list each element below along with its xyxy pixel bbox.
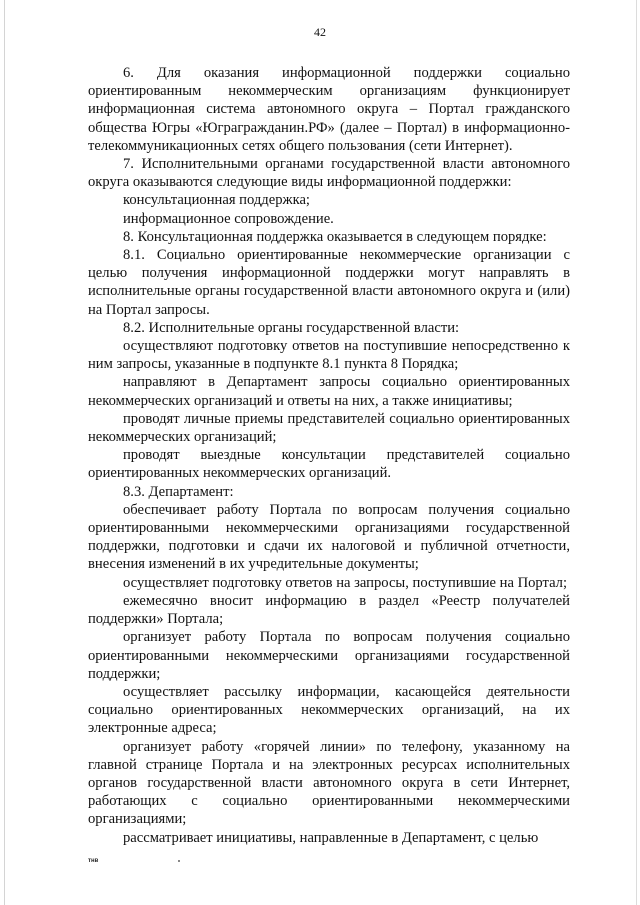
paragraph-7-support-types: 7. Исполнительными органами государственной власти автономного округа оказываются следующие виды информационной поддержки: xyxy=(88,156,570,191)
list-item-portal-operation: обеспечивает работу Портала по вопросам получения социально ориентированными некоммерческими организациями государственной поддержки, подготовки и сдачи их налоговой и публичной отчетности, внесения изменений в их учредительные документы; xyxy=(88,501,570,573)
paragraph-8-2-executive-bodies: 8.2. Исполнительные органы государственной власти: xyxy=(123,319,460,336)
list-item-prepare-answers: осуществляют подготовку ответов на поступившие непосредственно к ним запросы, указанные в подпункте 8.1 пункта 8 Порядка; xyxy=(88,338,570,373)
footer-mark: тнв xyxy=(88,858,99,864)
document-body xyxy=(88,64,570,847)
page-right-edge xyxy=(636,0,637,905)
list-item-mailing: осуществляет рассылку информации, касающейся деятельности социально ориентированных некоммерческих организаций, на их электронные адреса; xyxy=(88,683,570,737)
list-item-personal-receptions: проводят личные приемы представителей социально ориентированных некоммерческих организаций; xyxy=(88,410,570,446)
list-item-consulting: консультационная поддержка; xyxy=(123,192,310,209)
scan-speck xyxy=(178,860,180,862)
list-item-forward-requests: направляют в Департамент запросы социально ориентированных некоммерческих организаций и ответы на них, а также инициативы; xyxy=(88,374,570,409)
page-left-edge xyxy=(4,0,5,905)
paragraph-8-procedure: 8. Консультационная поддержка оказывается в следующем порядке: xyxy=(123,228,547,245)
page-number: 42 xyxy=(314,25,326,39)
list-item-initiatives: рассматривает инициативы, направленные в Департамент, с целью xyxy=(123,829,539,846)
list-item-state-support-work: организует работу Портала по вопросам получения социально ориентированными некоммерческими организациями государственной поддержки; xyxy=(88,629,570,682)
paragraph-8-1-requests: 8.1. Социально ориентированные некоммерческие организации с целью получения информационной поддержки могут направлять в исполнительные органы государственной власти автономного округа и (или) на Портал запросы. xyxy=(88,247,570,318)
list-item-hotline: организует работу «горячей линии» по телефону, указанному на главной странице Портала и на электронных ресурсах исполнительных органов государственной власти автономного округа в сети Интернет, работающих с социально ориентированными некоммерческими организациями; xyxy=(88,738,570,828)
list-item-portal-answers: осуществляет подготовку ответов на запросы, поступившие на Портал; xyxy=(123,574,568,591)
list-item-field-consultations: проводят выездные консультации представителей социально ориентированных некоммерческих организаций. xyxy=(88,447,570,482)
list-item-registry-update: ежемесячно вносит информацию в раздел «Реестр получателей поддержки» Портала; xyxy=(88,592,570,628)
paragraph-8-3-department: 8.3. Департамент: xyxy=(123,483,234,500)
list-item-info-support: информационное сопровождение. xyxy=(123,210,334,227)
paragraph-6-portal: 6. Для оказания информационной поддержки социально ориентированным некоммерческим организациям функционирует информационная система автономного округа – Портал гражданского общества Югры «Юграгражданин.РФ» (далее – Портал) в информационно-телекоммуникационных сетях общего пользования (сети Интернет). xyxy=(88,65,570,154)
